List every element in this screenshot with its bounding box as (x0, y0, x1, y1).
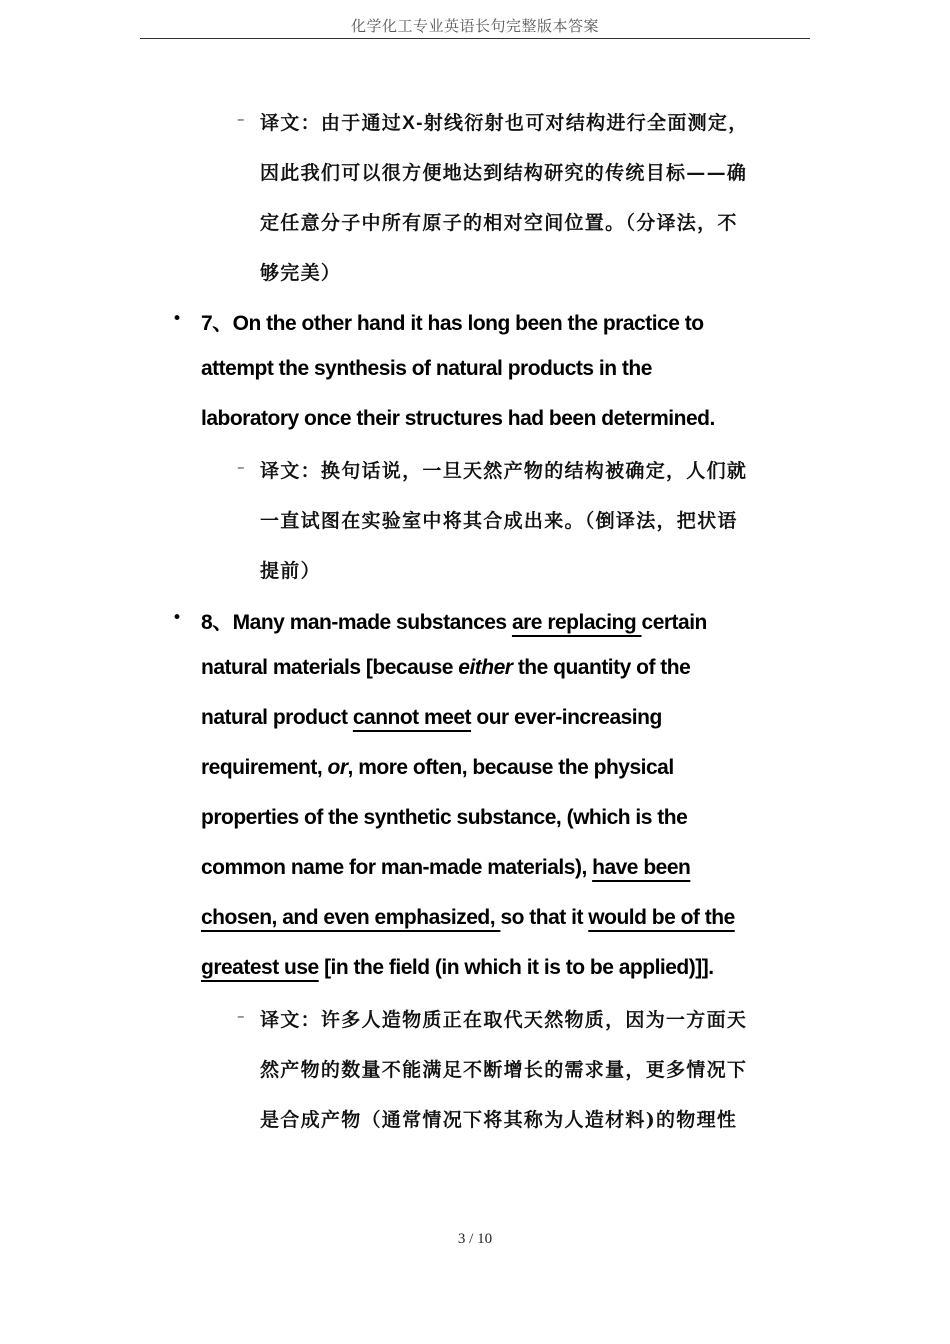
sentence-line: natural product cannot meet our ever-increasing (201, 706, 662, 729)
sentence-line: greatest use [in the field (in which it is to be applied)]]. (201, 956, 714, 979)
translation-line: 够完美） (260, 262, 342, 284)
dash-marker: – (237, 1007, 245, 1025)
running-header: 化学化工专业英语长句完整版本答案 (350, 17, 599, 35)
header-rule (140, 38, 810, 39)
translation-line: 译文：许多人造物质正在取代天然物质，因为一方面天 (260, 1009, 748, 1031)
translation-line: 定任意分子中所有原子的相对空间位置。（分译法，不 (260, 212, 738, 234)
sentence-line: 7、On the other hand it has long been the practice to (201, 312, 704, 335)
translation-line: 因此我们可以很方便地达到结构研究的传统目标——确 (260, 162, 748, 184)
bullet-marker: • (172, 608, 183, 628)
sentence-line: attempt the synthesis of natural products in the (201, 357, 652, 380)
sentence-line: natural materials [because either the quantity of the (201, 656, 691, 679)
sentence-line: 8、Many man-made substances are replacing certain (201, 611, 707, 634)
translation-line: 是合成产物（通常情况下将其称为人造材料)的物理性 (260, 1109, 738, 1131)
page-number: 3 / 10 (457, 1231, 493, 1247)
translation-line: 然产物的数量不能满足不断增长的需求量，更多情况下 (260, 1059, 748, 1081)
dash-marker: – (237, 458, 245, 476)
translation-line: 译文：换句话说，一旦天然产物的结构被确定，人们就 (260, 460, 748, 482)
translation-line: 译文：由于通过X-射线衍射也可对结构进行全面测定， (260, 112, 749, 134)
dash-marker: – (237, 110, 245, 128)
sentence-line: chosen, and even emphasized, so that it would be of the (201, 906, 735, 929)
sentence-line: laboratory once their structures had been determined. (201, 407, 715, 430)
translation-line: 提前） (260, 560, 321, 582)
bullet-marker: • (172, 309, 183, 329)
translation-line: 一直试图在实验室中将其合成出来。（倒译法，把状语 (260, 510, 738, 532)
sentence-line: requirement, or, more often, because the physical (201, 756, 674, 779)
sentence-line: properties of the synthetic substance, (which is the (201, 806, 688, 829)
sentence-line: common name for man-made materials), have been (201, 856, 691, 879)
